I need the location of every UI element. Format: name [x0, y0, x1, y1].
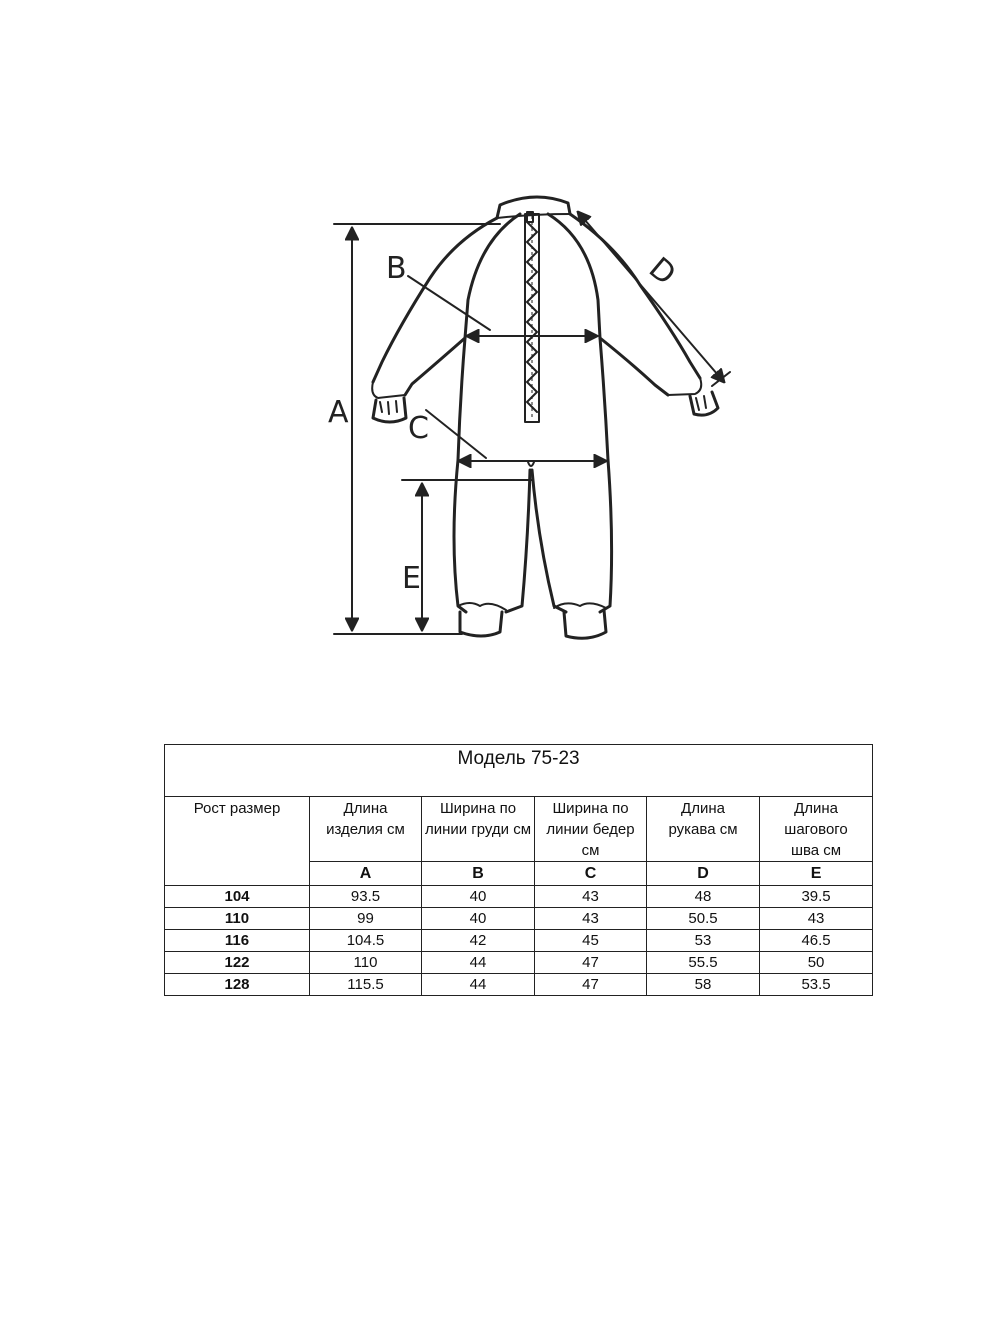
chest-width-value: 40 [422, 886, 535, 908]
hip-width-value: 43 [535, 886, 647, 908]
inseam-length-value: 43 [760, 908, 873, 930]
length-value: 110 [310, 952, 422, 974]
length-value: 93.5 [310, 886, 422, 908]
label-a: A [328, 395, 349, 430]
size-table [164, 744, 873, 996]
label-b: B [386, 251, 407, 286]
length-value: 104.5 [310, 930, 422, 952]
sleeve-length-value: 53 [647, 930, 760, 952]
inseam-length-value: 39.5 [760, 886, 873, 908]
label-e: E [402, 561, 421, 596]
column-header-b: Ширина по линии груди см [422, 797, 535, 862]
inseam-length-value: 46.5 [760, 930, 873, 952]
hip-width-value: 45 [535, 930, 647, 952]
hip-width-value: 43 [535, 908, 647, 930]
size-value: 110 [165, 908, 310, 930]
sleeve-length-value: 48 [647, 886, 760, 908]
table-title: Модель 75-23 [165, 745, 873, 797]
size-value: 128 [165, 974, 310, 996]
label-c: C [408, 411, 429, 446]
chest-width-value: 40 [422, 908, 535, 930]
column-letter-e: E [760, 862, 873, 886]
hip-width-value: 47 [535, 952, 647, 974]
column-letter-b: B [422, 862, 535, 886]
table-row [165, 952, 873, 974]
column-header-e: Длина шагового шва см [760, 797, 873, 862]
size-value: 122 [165, 952, 310, 974]
chest-width-value: 42 [422, 930, 535, 952]
size-value: 104 [165, 886, 310, 908]
table-row [165, 974, 873, 996]
column-header-d: Длина рукава см [647, 797, 760, 862]
table-row [165, 886, 873, 908]
dimension-b [386, 251, 597, 336]
sleeve-length-value: 55.5 [647, 952, 760, 974]
table-row [165, 930, 873, 952]
hip-width-value: 47 [535, 974, 647, 996]
column-letter-a: A [310, 862, 422, 886]
column-header-a: Длина изделия см [310, 797, 422, 862]
inseam-length-value: 53.5 [760, 974, 873, 996]
column-header-c: Ширина по линии бедер см [535, 797, 647, 862]
dimension-e [402, 480, 532, 630]
table-row [165, 908, 873, 930]
length-value: 115.5 [310, 974, 422, 996]
chest-width-value: 44 [422, 974, 535, 996]
inseam-length-value: 50 [760, 952, 873, 974]
label-d: D [641, 250, 683, 293]
column-letter-d: D [647, 862, 760, 886]
sleeve-length-value: 58 [647, 974, 760, 996]
chest-width-value: 44 [422, 952, 535, 974]
size-header: Рост размер [165, 797, 310, 886]
length-value: 99 [310, 908, 422, 930]
dimension-c [408, 410, 606, 461]
column-letter-c: C [535, 862, 647, 886]
size-value: 116 [165, 930, 310, 952]
sleeve-length-value: 50.5 [647, 908, 760, 930]
